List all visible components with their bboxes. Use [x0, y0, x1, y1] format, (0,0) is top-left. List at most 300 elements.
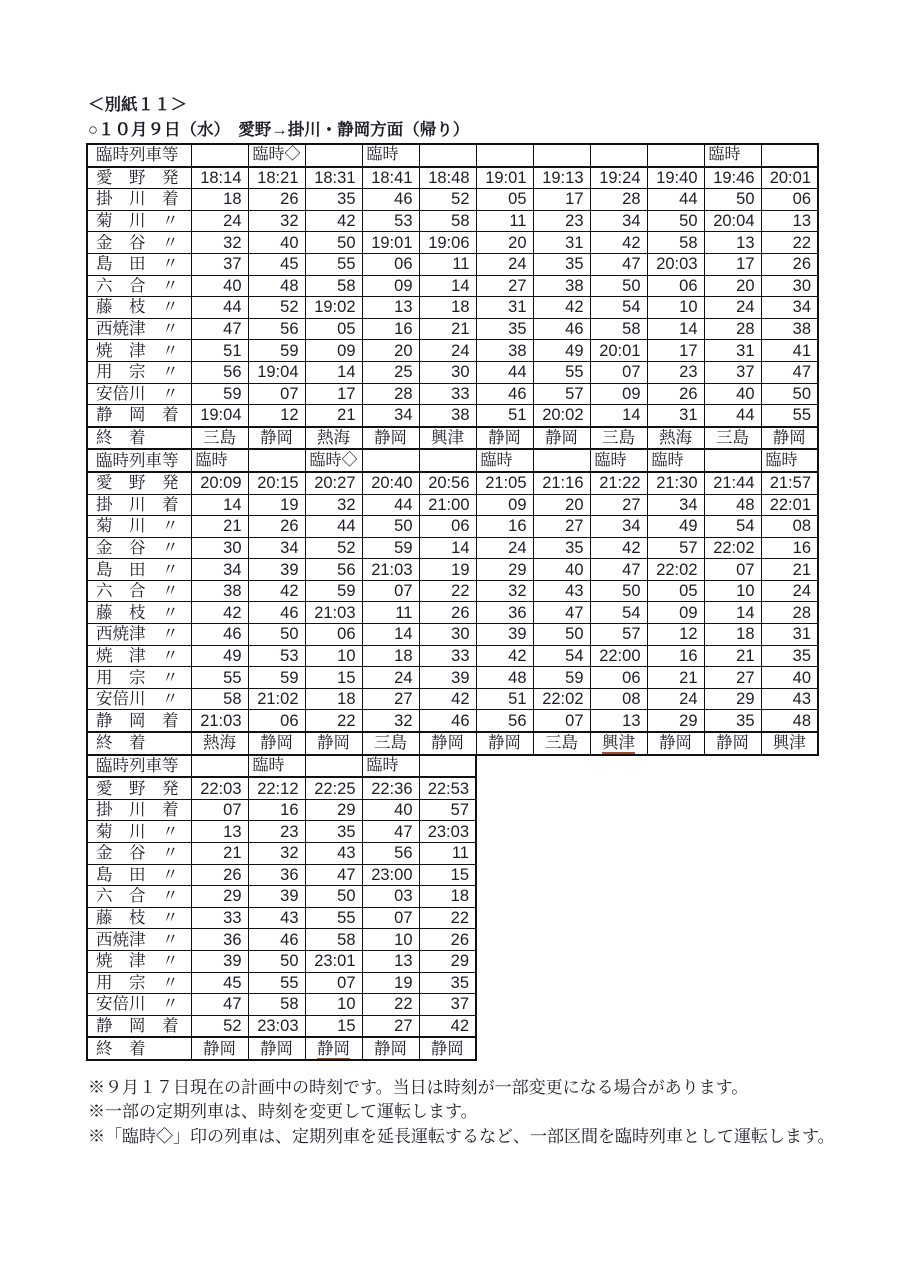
station-label-cell: 六 合 〃 [87, 275, 191, 297]
time-cell: 32 [248, 843, 305, 865]
time-cell: 23 [248, 821, 305, 843]
time-cell: 15 [305, 667, 362, 689]
time-cell: 59 [248, 340, 305, 362]
station-row [87, 602, 818, 624]
time-cell: 46 [419, 710, 476, 732]
time-cell: 17 [647, 340, 704, 362]
time-cell: 09 [590, 383, 647, 405]
station-label-cell: 掛 川 着 [87, 189, 191, 211]
time-cell: 22 [362, 994, 419, 1016]
station-row [87, 645, 818, 667]
time-cell: 34 [362, 405, 419, 427]
time-cell: 52 [248, 297, 305, 319]
time-cell: 20 [533, 494, 590, 516]
destination-text: 静岡 [430, 1039, 464, 1058]
time-cell: 24 [761, 580, 818, 602]
station-row [87, 907, 476, 929]
time-cell: 19:06 [419, 232, 476, 254]
station-label-cell: 愛 野 発 [87, 777, 191, 799]
destination-cell [647, 427, 704, 450]
flag-cell-empty [305, 755, 362, 778]
time-cell: 22:25 [305, 777, 362, 799]
time-cell: 21:22 [590, 472, 647, 494]
station-row [87, 405, 818, 427]
time-cell: 51 [476, 688, 533, 710]
timetables [86, 143, 819, 1061]
destination-cell [191, 427, 248, 450]
destination-cell [362, 1037, 419, 1060]
station-label-cell: 静 岡 着 [87, 405, 191, 427]
time-cell: 51 [476, 405, 533, 427]
page-title: ＜別紙１１＞ [88, 96, 187, 114]
time-cell: 19 [419, 559, 476, 581]
time-cell: 28 [362, 383, 419, 405]
time-cell: 11 [419, 253, 476, 275]
time-cell: 10 [647, 297, 704, 319]
destination-text: 三島 [545, 734, 578, 753]
time-cell: 21:44 [704, 472, 761, 494]
time-cell: 10 [704, 580, 761, 602]
time-cell: 54 [590, 297, 647, 319]
destination-cell [590, 427, 647, 450]
time-cell: 54 [590, 602, 647, 624]
station-label-cell: 菊 川 〃 [87, 516, 191, 538]
time-cell: 09 [647, 602, 704, 624]
time-cell: 19:24 [590, 167, 647, 189]
station-row [87, 1015, 476, 1037]
time-cell: 42 [305, 210, 362, 232]
time-cell: 28 [704, 318, 761, 340]
time-cell: 59 [533, 667, 590, 689]
time-cell: 27 [362, 1015, 419, 1037]
time-cell: 46 [362, 189, 419, 211]
flag-cell-empty [761, 144, 818, 167]
time-cell: 30 [419, 624, 476, 646]
time-cell: 47 [590, 559, 647, 581]
time-cell: 43 [761, 688, 818, 710]
time-cell: 26 [647, 383, 704, 405]
time-cell: 13 [191, 821, 248, 843]
time-cell: 50 [248, 624, 305, 646]
time-cell: 21 [191, 843, 248, 865]
time-cell: 47 [305, 864, 362, 886]
station-label-cell: 用 宗 〃 [87, 361, 191, 383]
time-cell: 24 [419, 340, 476, 362]
time-cell: 54 [533, 645, 590, 667]
destination-cell [590, 732, 647, 755]
time-cell: 12 [248, 405, 305, 427]
time-cell: 38 [476, 340, 533, 362]
time-cell: 17 [704, 253, 761, 275]
destination-cell [248, 732, 305, 755]
destination-text: 静岡 [374, 429, 407, 448]
station-label-cell: 掛 川 着 [87, 494, 191, 516]
time-cell: 35 [476, 318, 533, 340]
time-cell: 11 [419, 843, 476, 865]
time-cell: 50 [305, 232, 362, 254]
time-cell: 21:02 [248, 688, 305, 710]
flag-cell: 臨時◇ [248, 144, 305, 167]
time-cell: 34 [761, 297, 818, 319]
time-cell: 22:02 [533, 688, 590, 710]
time-cell: 50 [362, 516, 419, 538]
time-cell: 22 [419, 580, 476, 602]
station-label-cell: 西焼津 〃 [87, 318, 191, 340]
time-cell: 21 [761, 559, 818, 581]
time-cell: 36 [191, 929, 248, 951]
time-cell: 25 [362, 361, 419, 383]
destination-cell [362, 732, 419, 755]
time-cell: 18 [419, 297, 476, 319]
time-cell: 50 [704, 189, 761, 211]
station-row [87, 950, 476, 972]
train-type-header-cell: 臨時列車等 [87, 449, 191, 472]
time-cell: 55 [533, 361, 590, 383]
time-cell: 44 [362, 494, 419, 516]
time-cell: 22:36 [362, 777, 419, 799]
time-cell: 06 [647, 275, 704, 297]
destination-cell [419, 732, 476, 755]
time-cell: 42 [419, 1015, 476, 1037]
station-row [87, 472, 818, 494]
time-cell: 33 [419, 383, 476, 405]
time-cell: 37 [191, 253, 248, 275]
time-cell: 39 [191, 950, 248, 972]
flag-cell: 臨時 [590, 449, 647, 472]
time-cell: 42 [590, 232, 647, 254]
time-cell: 22:03 [191, 777, 248, 799]
flag-cell-empty [476, 144, 533, 167]
time-cell: 24 [647, 688, 704, 710]
time-cell: 35 [533, 253, 590, 275]
time-cell: 42 [476, 645, 533, 667]
time-cell: 07 [704, 559, 761, 581]
destination-text: 静岡 [374, 1039, 407, 1058]
time-cell: 17 [305, 383, 362, 405]
destination-cell [305, 427, 362, 450]
time-cell: 21 [704, 645, 761, 667]
time-cell: 57 [647, 537, 704, 559]
time-cell: 21:03 [191, 710, 248, 732]
time-cell: 11 [362, 602, 419, 624]
time-cell: 18:48 [419, 167, 476, 189]
station-row [87, 886, 476, 908]
time-cell: 05 [305, 318, 362, 340]
time-cell: 18 [191, 189, 248, 211]
station-label-cell: 安倍川 〃 [87, 383, 191, 405]
note-line-1: ※９月１７日現在の計画中の時刻です。当日は時刻が一部変更になる場合があります。 [88, 1078, 749, 1097]
destination-row [87, 1037, 476, 1060]
time-cell: 59 [305, 580, 362, 602]
station-row [87, 361, 818, 383]
time-cell: 20:03 [647, 253, 704, 275]
time-cell: 50 [305, 886, 362, 908]
station-row [87, 232, 818, 254]
station-label-cell: 金 谷 〃 [87, 537, 191, 559]
time-cell: 24 [362, 667, 419, 689]
time-cell: 47 [590, 253, 647, 275]
time-cell: 14 [419, 537, 476, 559]
destination-row [87, 427, 818, 450]
destination-cell [191, 732, 248, 755]
time-cell: 18 [419, 886, 476, 908]
table-header-row [87, 449, 818, 472]
time-cell: 22:02 [647, 559, 704, 581]
time-cell: 13 [704, 232, 761, 254]
time-cell: 20:02 [533, 405, 590, 427]
time-cell: 07 [362, 907, 419, 929]
destination-text: 静岡 [545, 429, 578, 448]
destination-text: 興津 [772, 734, 806, 753]
station-row [87, 275, 818, 297]
station-row [87, 167, 818, 189]
time-cell: 14 [362, 624, 419, 646]
time-cell: 49 [191, 645, 248, 667]
destination-cell [305, 1037, 362, 1060]
destination-cell [248, 427, 305, 450]
flag-cell-empty [248, 449, 305, 472]
time-cell: 46 [248, 602, 305, 624]
time-cell: 32 [362, 710, 419, 732]
time-cell: 07 [191, 799, 248, 821]
time-cell: 47 [362, 821, 419, 843]
time-cell: 06 [248, 710, 305, 732]
flag-cell-empty [419, 144, 476, 167]
time-cell: 21 [305, 405, 362, 427]
time-cell: 19:04 [191, 405, 248, 427]
time-cell: 55 [761, 405, 818, 427]
time-cell: 59 [362, 537, 419, 559]
time-cell: 21:03 [305, 602, 362, 624]
destination-text: 静岡 [260, 1039, 293, 1058]
time-cell: 18 [704, 624, 761, 646]
time-cell: 55 [191, 667, 248, 689]
time-cell: 21:16 [533, 472, 590, 494]
time-cell: 06 [305, 624, 362, 646]
time-cell: 43 [305, 843, 362, 865]
time-cell: 18:21 [248, 167, 305, 189]
destination-text: 熱海 [203, 734, 236, 753]
destination-cell [761, 732, 818, 755]
time-cell: 48 [476, 667, 533, 689]
time-cell: 34 [590, 210, 647, 232]
station-label-cell: 焼 津 〃 [87, 645, 191, 667]
time-cell: 24 [704, 297, 761, 319]
time-cell: 22 [305, 710, 362, 732]
train-type-header-cell: 臨時列車等 [87, 755, 191, 778]
time-cell: 31 [704, 340, 761, 362]
time-cell: 44 [647, 189, 704, 211]
station-label-cell: 焼 津 〃 [87, 340, 191, 362]
time-cell: 34 [647, 494, 704, 516]
note-line-2: ※一部の定期列車は、時刻を変更して運転します。 [88, 1101, 478, 1121]
timetable-1 [86, 143, 819, 450]
time-cell: 58 [647, 232, 704, 254]
destination-text: 静岡 [772, 429, 806, 448]
time-cell: 21:00 [419, 494, 476, 516]
time-cell: 31 [761, 624, 818, 646]
page-subtitle: ○１０月９日（水） 愛野→掛川・静岡方面（帰り） [88, 121, 470, 139]
time-cell: 40 [761, 667, 818, 689]
station-row [87, 624, 818, 646]
time-cell: 58 [305, 929, 362, 951]
underlined-destination: 静岡 [317, 1039, 350, 1058]
station-label-cell: 西焼津 〃 [87, 929, 191, 951]
time-cell: 51 [191, 340, 248, 362]
time-cell: 22 [761, 232, 818, 254]
time-cell: 34 [248, 537, 305, 559]
time-cell: 22:02 [704, 537, 761, 559]
time-cell: 48 [248, 275, 305, 297]
time-cell: 07 [248, 383, 305, 405]
time-cell: 35 [533, 537, 590, 559]
flag-cell: 臨時 [761, 449, 818, 472]
destination-text: 熱海 [659, 429, 692, 448]
time-cell: 45 [248, 253, 305, 275]
station-label-cell: 金 谷 〃 [87, 843, 191, 865]
time-cell: 42 [191, 602, 248, 624]
time-cell: 29 [647, 710, 704, 732]
time-cell: 56 [191, 361, 248, 383]
time-cell: 19 [362, 972, 419, 994]
destination-cell [419, 1037, 476, 1060]
time-cell: 19:04 [248, 361, 305, 383]
destination-cell [476, 732, 533, 755]
time-cell: 06 [419, 516, 476, 538]
train-type-header-cell: 臨時列車等 [87, 144, 191, 167]
time-cell: 37 [419, 994, 476, 1016]
note-line-3: ※「臨時◇」印の列車は、定期列車を延長運転するなど、一部区間を臨時列車として運転します。 [88, 1127, 835, 1146]
station-row [87, 799, 476, 821]
time-cell: 17 [533, 189, 590, 211]
time-cell: 47 [191, 994, 248, 1016]
station-label-cell: 安倍川 〃 [87, 994, 191, 1016]
destination-text: 静岡 [203, 1039, 236, 1058]
station-label-cell: 藤 枝 〃 [87, 297, 191, 319]
time-cell: 16 [362, 318, 419, 340]
destination-text: 興津 [431, 429, 464, 448]
flag-cell-empty [419, 755, 476, 778]
time-cell: 31 [647, 405, 704, 427]
time-cell: 13 [362, 950, 419, 972]
time-cell: 57 [533, 383, 590, 405]
time-cell: 07 [362, 580, 419, 602]
time-cell: 38 [191, 580, 248, 602]
station-row [87, 821, 476, 843]
destination-text: 熱海 [317, 429, 350, 448]
destination-cell [533, 427, 590, 450]
time-cell: 03 [362, 886, 419, 908]
destination-text: 静岡 [716, 734, 749, 753]
station-row [87, 929, 476, 951]
time-cell: 26 [419, 929, 476, 951]
time-cell: 06 [362, 253, 419, 275]
time-cell: 19:13 [533, 167, 590, 189]
time-cell: 20:15 [248, 472, 305, 494]
destination-cell [191, 1037, 248, 1060]
time-cell: 14 [704, 602, 761, 624]
time-cell: 10 [362, 929, 419, 951]
time-cell: 20 [704, 275, 761, 297]
station-label-cell: 六 合 〃 [87, 886, 191, 908]
destination-cell [248, 1037, 305, 1060]
time-cell: 28 [761, 602, 818, 624]
time-cell: 42 [533, 297, 590, 319]
time-cell: 44 [704, 405, 761, 427]
time-cell: 14 [419, 275, 476, 297]
station-label-cell: 六 合 〃 [87, 580, 191, 602]
time-cell: 40 [533, 559, 590, 581]
time-cell: 40 [704, 383, 761, 405]
flag-cell: 臨時 [191, 449, 248, 472]
time-cell: 38 [533, 275, 590, 297]
time-cell: 22:53 [419, 777, 476, 799]
time-cell: 29 [476, 559, 533, 581]
station-label-cell: 島 田 〃 [87, 864, 191, 886]
station-row [87, 710, 818, 732]
time-cell: 50 [761, 383, 818, 405]
station-label-cell: 静 岡 着 [87, 710, 191, 732]
footnotes [88, 1076, 835, 1149]
destination-cell [647, 732, 704, 755]
time-cell: 09 [476, 494, 533, 516]
flag-cell-empty [191, 144, 248, 167]
station-label-cell: 愛 野 発 [87, 472, 191, 494]
time-cell: 24 [476, 537, 533, 559]
flag-cell-empty [419, 449, 476, 472]
time-cell: 19:01 [476, 167, 533, 189]
time-cell: 32 [248, 210, 305, 232]
table-header-row [87, 755, 476, 778]
time-cell: 38 [761, 318, 818, 340]
station-label-cell: 愛 野 発 [87, 167, 191, 189]
time-cell: 56 [476, 710, 533, 732]
dest-label-cell: 終 着 [87, 427, 191, 450]
time-cell: 55 [305, 253, 362, 275]
time-cell: 47 [191, 318, 248, 340]
time-cell: 47 [533, 602, 590, 624]
station-label-cell: 掛 川 着 [87, 799, 191, 821]
time-cell: 22:01 [761, 494, 818, 516]
time-cell: 43 [533, 580, 590, 602]
time-cell: 21:05 [476, 472, 533, 494]
time-cell: 23:03 [419, 821, 476, 843]
station-row [87, 516, 818, 538]
time-cell: 21:03 [362, 559, 419, 581]
time-cell: 35 [305, 821, 362, 843]
timetable-3 [86, 754, 477, 1061]
time-cell: 27 [704, 667, 761, 689]
time-cell: 55 [248, 972, 305, 994]
destination-cell [704, 427, 761, 450]
time-cell: 28 [590, 189, 647, 211]
time-cell: 32 [191, 232, 248, 254]
time-cell: 42 [248, 580, 305, 602]
destination-cell [533, 732, 590, 755]
time-cell: 37 [704, 361, 761, 383]
time-cell: 29 [305, 799, 362, 821]
time-cell: 43 [248, 907, 305, 929]
time-cell: 53 [362, 210, 419, 232]
time-cell: 20:40 [362, 472, 419, 494]
time-cell: 24 [191, 210, 248, 232]
time-cell: 12 [647, 624, 704, 646]
station-label-cell: 焼 津 〃 [87, 950, 191, 972]
time-cell: 48 [704, 494, 761, 516]
flag-cell: 臨時 [248, 755, 305, 778]
time-cell: 11 [476, 210, 533, 232]
destination-cell [476, 427, 533, 450]
